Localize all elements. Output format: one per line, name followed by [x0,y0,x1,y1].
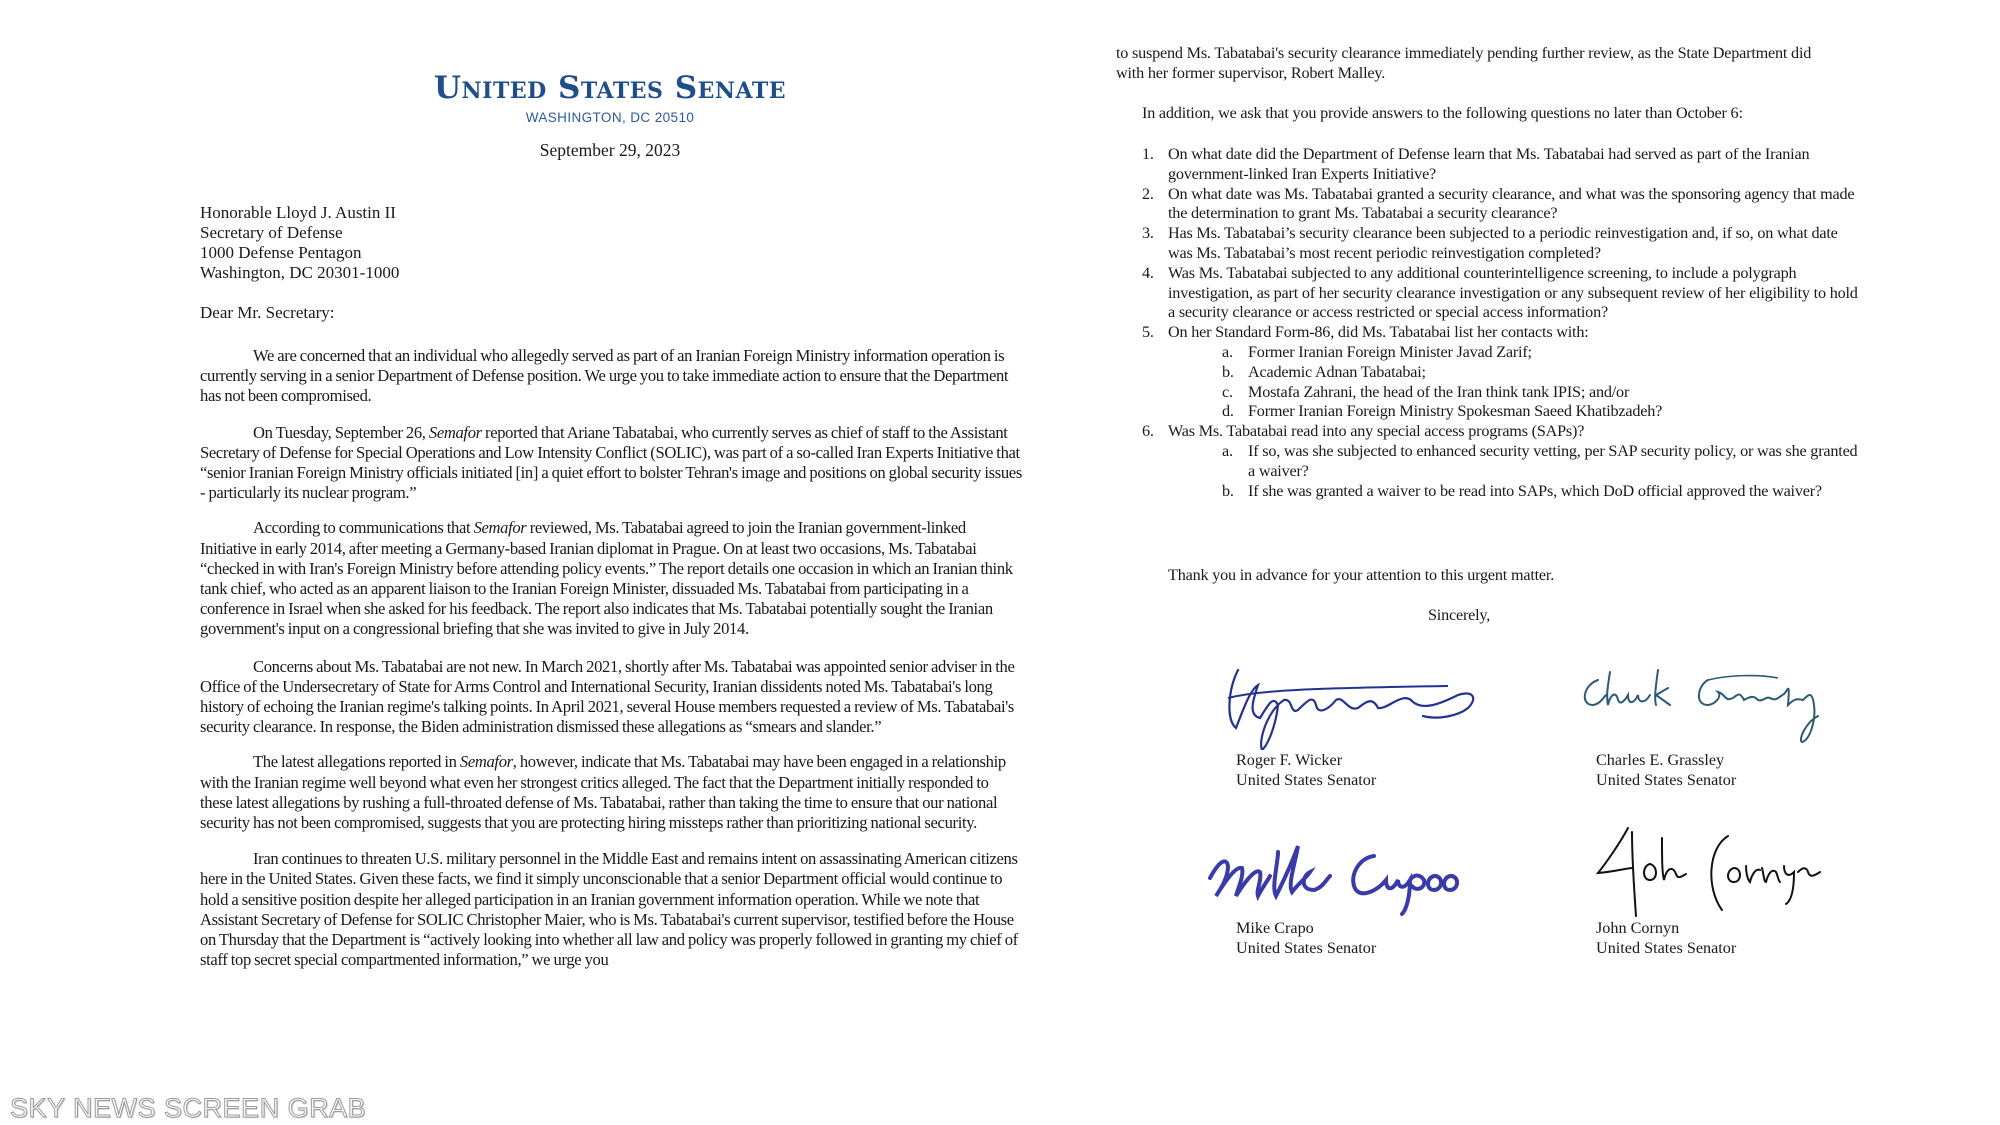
signature-block-wicker [1198,650,1518,790]
question-text: Was Ms. Tabatabai subjected to any additional counterintelligence screening, to include a polygraph investigation, as part of her security clearance investigation or any subsequent review of her eligibility to hold a security clearance or access restricted or special access information? [1168,263,1858,322]
questions-intro: In addition, we ask that you provide answers to the following questions no later than October 6: [1142,104,1743,122]
signature-grassley [1558,650,1858,750]
closing: Sincerely, [1428,606,1491,624]
sub-question-list [1168,442,1862,501]
question-number: 3. [1142,224,1154,243]
question-text: Has Ms. Tabatabai’s security clearance been subjected to a periodic reinvestigation and, if so, on what date was Ms. Tabatabai’s most recent periodic reinvestigation completed? [1168,224,1838,262]
sub-question-text: Mostafa Zahrani, the head of the Iran think tank IPIS; and/or [1248,382,1630,401]
question-text: On what date was Ms. Tabatabai granted a security clearance, and what was the sponsoring agency that made the determination to grant Ms. Tabatabai a security clearance? [1168,184,1855,223]
body-paragraph [200,849,1022,970]
letterhead-title: United States Senate [434,70,786,106]
letter-date: September 29, 2023 [539,140,681,160]
watermark-sky-news: SKY NEWS SCREEN GRAB [10,1093,367,1123]
signatory-name: Roger F. Wicker [1236,751,1343,769]
letterhead-address: WASHINGTON, DC 20510 [525,110,695,125]
paragraph-text: Iran continues to threaten U.S. military personnel in the Middle East and remains intent on assassinating American citizens here in the United States. Given these facts, we find it simply unconscionable that a senior Department official would continue to hold a sensitive position despite her alleged participation in an Iranian government information operation. While we note that Assistant Secretary of Defense for SOLIC Christopher Maier, who is Ms. Tabatabai's current supervisor, testified before the House on Thursday that the Department is “actively looking into whether all law and policy was properly followed in granting my chief of staff top secret special compartmented information,” we urge you [200,849,1018,970]
question-text: On what date did the Department of Defense learn that Ms. Tabatabai had served as part of the Iranian government-linked Iran Experts Initiative? [1168,145,1810,183]
sub-question-letter: b. [1222,362,1234,381]
question-item [1142,422,1862,501]
publication-name: Semafor [428,422,482,442]
signatory-title: United States Senator [1236,939,1377,957]
question-text: On her Standard Form-86, did Ms. Tabatabai list her contacts with: [1168,323,1589,342]
sub-question-text: Former Iranian Foreign Minister Javad Zarif; [1248,342,1532,361]
paragraph-text: According to communications that [253,518,474,538]
thanks-line: Thank you in advance for your attention to this urgent matter. [1168,566,1555,584]
question-number: 2. [1142,184,1154,203]
paragraph-text: On Tuesday, September 26, [253,422,429,442]
salutation: Dear Mr. Secretary: [200,303,335,322]
sub-question-item [1222,482,1862,502]
signature-block-grassley [1558,650,1878,790]
body-paragraph [200,346,1022,407]
body-paragraph [200,657,1022,738]
recipient-line: Secretary of Defense [200,223,343,242]
question-item [1142,224,1862,264]
sub-question-list [1168,343,1862,422]
signatory-name: John Cornyn [1596,919,1680,937]
signatory-name: Charles E. Grassley [1596,751,1725,769]
question-number: 4. [1142,263,1154,282]
sub-question-letter: a. [1222,441,1233,460]
signatory-title: United States Senator [1236,771,1377,789]
body-paragraph [200,752,1022,833]
question-item [1142,185,1862,225]
paragraph-text: The latest allegations reported in [253,752,460,772]
recipient-address [200,203,399,283]
body-paragraph [200,423,1022,504]
question-number: 5. [1142,323,1154,342]
recipient-line: Honorable Lloyd J. Austin II [200,203,396,222]
paragraph-text: We are concerned that an individual who allegedly served as part of an Iranian Foreign Ministry information operation is currently serving in a senior Department of Defense position. We urge you to take immediate action to ensure that the Department has not been compromised. [200,346,1009,406]
sub-question-letter: d. [1222,402,1234,421]
continuation-paragraph: to suspend Ms. Tabatabai's security clearance immediately pending further review, as the State Department did with her former supervisor, Robert Malley. [1116,44,1812,82]
signature-block-crapo [1198,818,1518,958]
sub-question-text: If she was granted a waiver to be read into SAPs, which DoD official approved the waiver? [1248,481,1822,500]
questions-list [1142,145,1862,501]
sub-question-text: Former Iranian Foreign Ministry Spokesman Saeed Khatibzadeh? [1248,402,1663,421]
letter-page-2 [1080,0,2000,1125]
signature-crapo [1198,818,1498,918]
sub-question-letter: c. [1222,382,1233,401]
sub-question-text: Academic Adnan Tabatabai; [1248,362,1426,381]
sub-question-letter: b. [1222,481,1234,500]
sub-question-item [1222,383,1862,403]
question-text: Was Ms. Tabatabai read into any special access programs (SAPs)? [1168,422,1585,441]
recipient-line: 1000 Defense Pentagon [200,243,362,262]
signature-block-cornyn [1558,818,1878,958]
question-item [1142,264,1862,323]
signatory-title: United States Senator [1596,939,1737,957]
question-item [1142,323,1862,422]
signatory-title: United States Senator [1596,771,1737,789]
paragraph-text: Concerns about Ms. Tabatabai are not new. In March 2021, shortly after Ms. Tabatabai was appointed senior adviser in the Office of the Undersecretary of State for Arms Control and International Security, Iranian dissidents noted Ms. Tabatabai's long history of echoing the Iranian regime's talking points. In April 2021, several House members requested a review of Ms. Tabatabai's security clearance. In response, the Biden administration dismissed these allegations as “smears and slander.” [200,656,1015,737]
sub-question-item [1222,402,1862,422]
question-number: 6. [1142,422,1154,441]
recipient-line: Washington, DC 20301-1000 [200,263,400,282]
paragraph-text: reviewed, Ms. Tabatabai agreed to join the Iranian government-linked Initiative in early 2014, after meeting a Germany-based Iranian diplomat in Prague. On at least two occasions, Ms. Tabatabai “checked in with Iran's Foreign Ministry before attending policy events.” The report details one occasion in which an Iranian think tank chief, who acted as an apparent liaison to the Iranian Foreign Minister, dissuaded Ms. Tabatabai from participating in a conference in Israel when she asked for his feedback. The report also indicates that Ms. Tabatabai potentially sought the Iranian government's input on a congressional briefing that she was invited to give in July 2014. [200,518,1013,639]
letter-body [200,346,1022,986]
sub-question-item [1222,442,1862,482]
body-paragraph [200,518,1022,639]
question-number: 1. [1142,145,1154,163]
sub-question-letter: a. [1222,342,1233,361]
publication-name: Semafor [473,518,527,538]
publication-name: Semafor [459,752,513,772]
paragraph-text: , however, indicate that Ms. Tabatabai may have been engaged in a relationship with the Iranian regime well beyond what even her strongest critics alleged. The fact that the Department initially responded to these latest allegations by rushing a full-throated defense of Ms. Tabatabai, rather than taking the time to ensure that our national security has not been compromised, suggests that you are protecting hiring missteps rather than prioritizing national security. [200,752,1006,833]
paragraph-text: reported that Ariane Tabatabai, who currently serves as chief of staff to the Assistant Secretary of Defense for Special Operations and Low Intensity Conflict (SOLIC), was part of a so-called Iran Experts Initiative that “senior Iranian Foreign Ministry officials initiated [in] a quiet effort to bolster Tehran's image and positions on global security issues - particularly its nuclear program.” [200,422,1022,503]
sub-question-item [1222,363,1862,383]
signature-wicker [1198,650,1498,750]
sub-question-item [1222,343,1862,363]
signature-cornyn [1558,818,1858,918]
question-item [1142,145,1862,185]
signatory-name: Mike Crapo [1236,919,1314,937]
sub-question-text: If so, was she subjected to enhanced security vetting, per SAP security policy, or was she granted a waiver? [1248,441,1858,480]
